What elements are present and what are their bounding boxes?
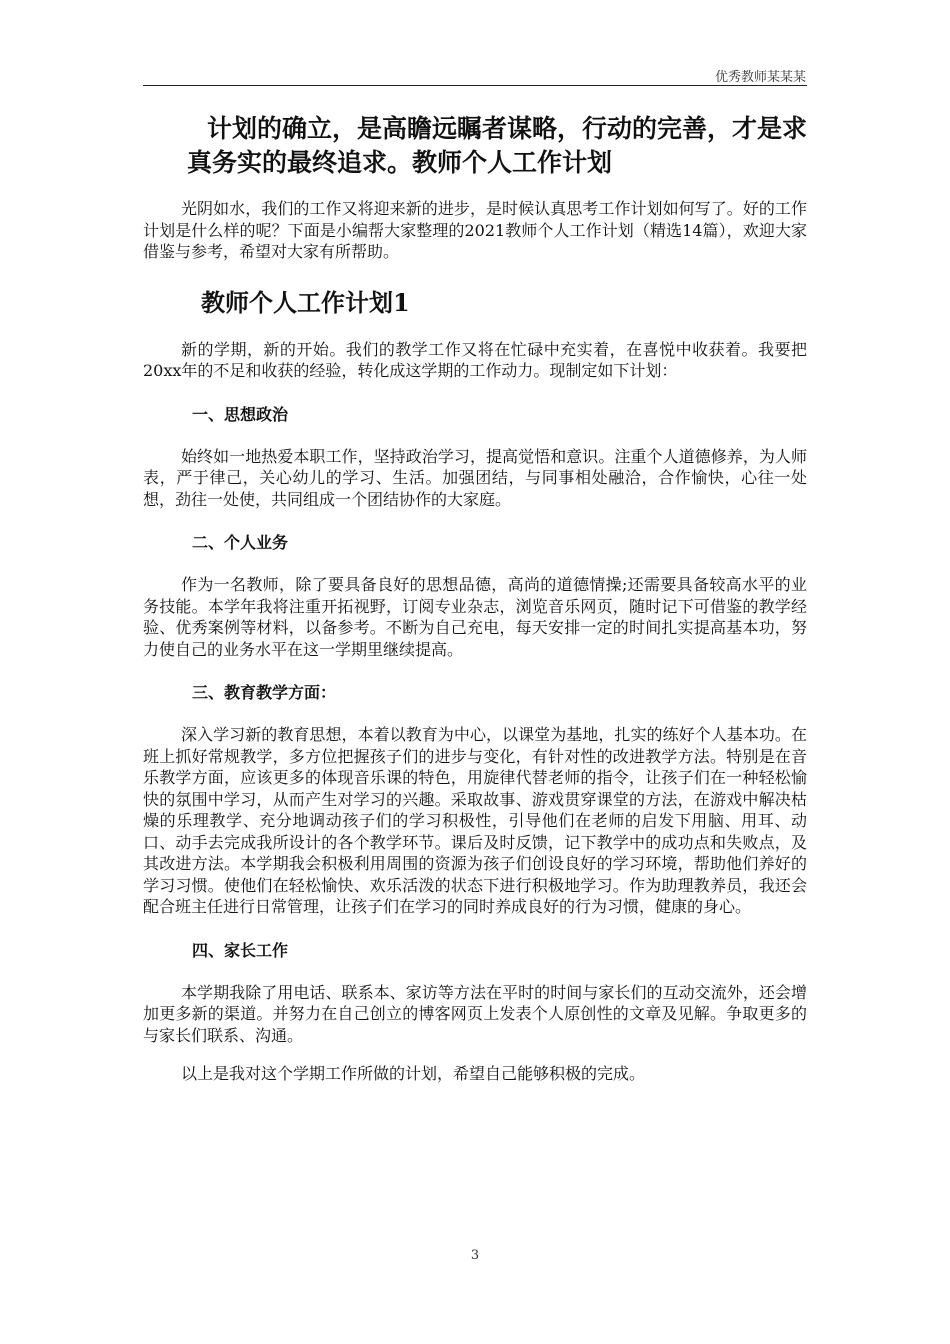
document-body bbox=[143, 112, 807, 1085]
part-heading-politics: 一、思想政治 bbox=[192, 404, 289, 424]
closing-paragraph: 以上是我对这个学期工作所做的计划，希望自己能够积极的完成。 bbox=[181, 1064, 646, 1083]
document-title: 计划的确立，是高瞻远瞩者谋略，行动的完善，才是求真务实的最终追求。教师个人工作计划 bbox=[187, 114, 808, 177]
part-paragraph-teaching: 深入学习新的教育思想，本着以教育为中心，以课堂为基地，扎实的练好个人基本功。在班上抓好常规教学，多方位把握孩子们的进步与变化，有针对性的改进教学方法。特别是在音乐教学方面，应该更多的体现音乐课的特色，用旋律代替老师的指令，让孩子们在一种轻松愉快的氛围中学习，从而产生对学习的兴趣。采取故事、游戏贯穿课堂的方法，在游戏中解决枯燥的乐理教学、充分地调动孩子们的学习积极性，引导他们在老师的启发下用脑、用耳、动口、动手去完成我所设计的各个教学环节。课后及时反馈，记下教学中的成功点和失败点，及其改进方法。本学期我会积极利用周围的资源为孩子们创设良好的学习环境，帮助他们养好的学习习惯。使他们在轻松愉快、欢乐活泼的状态下进行积极地学习。作为助理教养员，我还会配合班主任进行日常管理，让孩子们在学习的同时养成良好的行为习惯，健康的身心。 bbox=[143, 725, 807, 916]
part-heading-teaching: 三、教育教学方面： bbox=[192, 683, 337, 702]
part-paragraph-parents: 本学期我除了用电话、联系本、家访等方法在平时的时间与家长们的互动交流外，还会增加更多新的渠道。并努力在自己创立的博客网页上发表个人原创性的文章及见解。争取更多的与家长们联系、沟通。 bbox=[143, 982, 807, 1045]
part-paragraph-personal-skills: 作为一名教师，除了要具备良好的思想品德，高尚的道德情操;还需要具备较高水平的业务技能。本学年我将注重开拓视野，订阅专业杂志，浏览音乐网页，随时记下可借鉴的教学经验、优秀案例等材料，以备参考。不断为自己充电，每天安排一定的时间扎实提高基本功，努力使自己的业务水平在这一学期里继续提高。 bbox=[143, 575, 807, 659]
section-opening-paragraph: 新的学期，新的开始。我们的教学工作又将在忙碌中充实着，在喜悦中收获着。我要把20xx年的不足和收获的经验，转化成这学期的工作动力。现制定如下计划： bbox=[143, 339, 807, 380]
section-heading: 教师个人工作计划1 bbox=[201, 287, 410, 317]
part-heading-parents: 四、家长工作 bbox=[192, 940, 289, 960]
intro-paragraph: 光阴如水，我们的工作又将迎来新的进步，是时候认真思考工作计划如何写了。好的工作计划是什么样的呢？下面是小编帮大家整理的2021教师个人工作计划（精选14篇），欢迎大家借鉴与参考，希望对大家有所帮助。 bbox=[143, 199, 807, 261]
page-header-text: 优秀教师某某某 bbox=[714, 70, 806, 85]
part-heading-personal-skills: 二、个人业务 bbox=[192, 533, 289, 552]
part-paragraph-politics: 始终如一地热爱本职工作，坚持政治学习，提高觉悟和意识。注重个人道德修养，为人师表，严于律己，关心幼儿的学习、生活。加强团结，与同事相处融洽，合作愉快，心往一处想，劲往一处使，共同组成一个团结协作的大家庭。 bbox=[143, 446, 807, 509]
page-number: 3 bbox=[470, 1248, 480, 1263]
header-rule bbox=[143, 85, 807, 86]
